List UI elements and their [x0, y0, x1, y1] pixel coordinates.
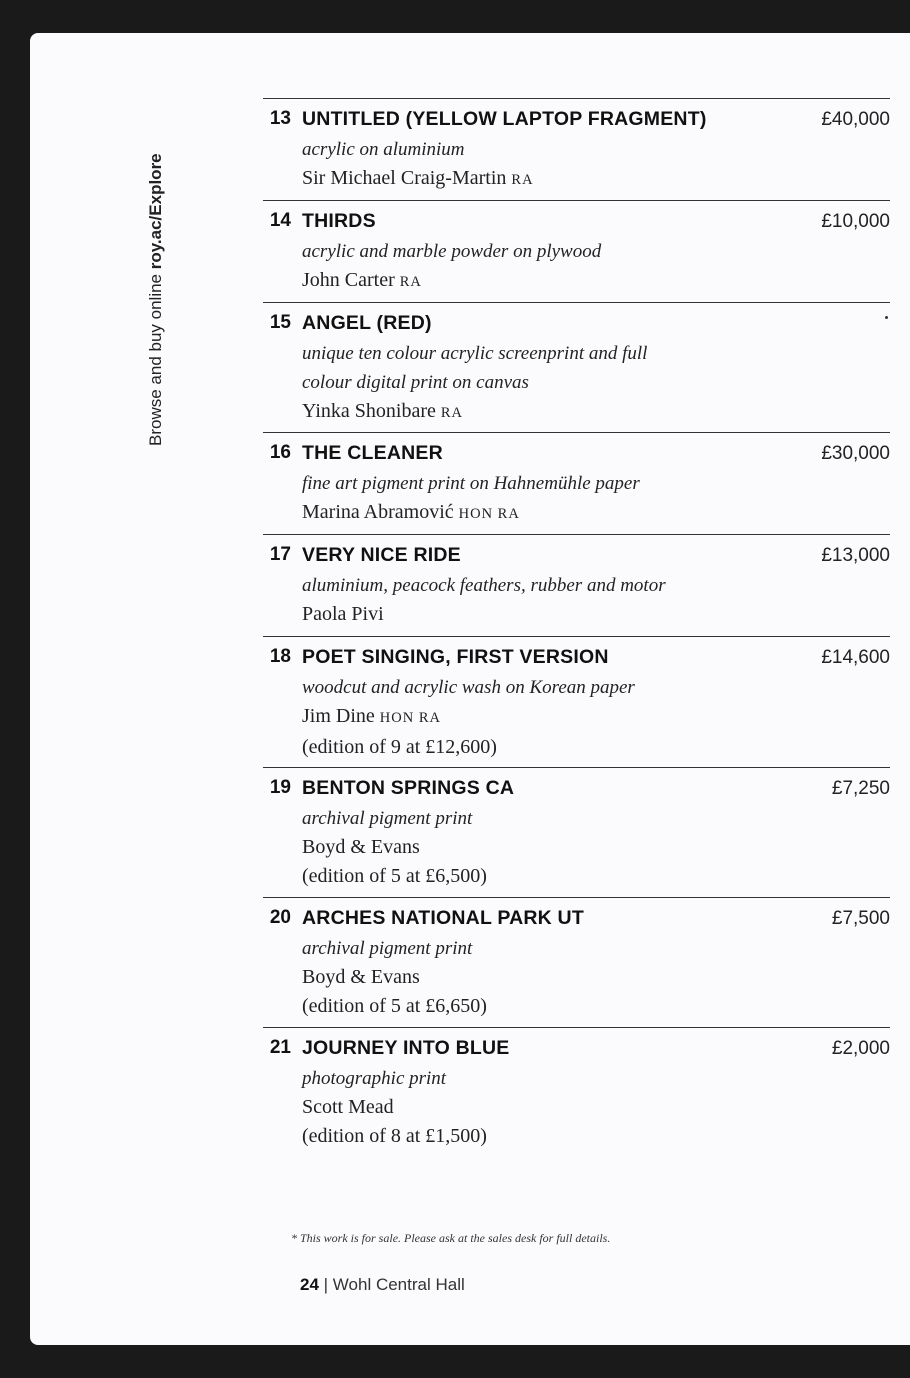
side-note-link[interactable]: roy.ac/Explore: [146, 153, 165, 270]
entry-medium: photographic print: [302, 1068, 447, 1089]
entry-number: 21: [269, 1037, 291, 1058]
side-note-prefix: Browse and buy online: [146, 269, 165, 446]
artist-name: Marina Abramović: [302, 501, 454, 523]
entry-14: [263, 200, 890, 297]
entry-medium: aluminium, peacock feathers, rubber and motor: [302, 575, 666, 596]
entry-price: £7,500: [831, 908, 890, 929]
footnote: * This work is for sale. Please ask at the sales desk for full details.: [291, 1231, 611, 1245]
artist-name: Boyd & Evans: [302, 966, 420, 988]
artist-name: Jim Dine: [302, 705, 375, 727]
entry-title: ANGEL (RED): [302, 312, 432, 334]
entry-title: JOURNEY INTO BLUE: [302, 1037, 510, 1059]
entry-price: £13,000: [821, 545, 890, 566]
entry-edition: (edition of 5 at £6,650): [302, 995, 487, 1017]
entry-price: £7,250: [831, 778, 890, 799]
entry-medium: unique ten colour acrylic screenprint and full colour digital print on canvas: [302, 343, 648, 393]
entry-20: [263, 897, 890, 1021]
entry-price: £30,000: [821, 443, 890, 464]
artist-name: John Carter: [302, 269, 395, 291]
entry-price: £40,000: [821, 109, 890, 130]
entry-price: £10,000: [821, 211, 890, 232]
entry-title: VERY NICE RIDE: [302, 544, 461, 566]
entry-number: 19: [269, 777, 291, 798]
section-name: Wohl Central Hall: [332, 1275, 465, 1294]
artist-suffix: HON RA: [458, 506, 520, 522]
entry-artist: [302, 1093, 890, 1122]
entry-edition: (edition of 5 at £6,500): [302, 865, 487, 887]
entry-19: [263, 767, 890, 891]
entry-medium: archival pigment print: [302, 938, 473, 959]
entry-medium: woodcut and acrylic wash on Korean paper: [302, 677, 635, 698]
artist-name: Scott Mead: [302, 1096, 394, 1118]
artist-name: Paola Pivi: [302, 603, 384, 625]
entry-15: [263, 302, 890, 428]
footer-separator: |: [318, 1275, 333, 1294]
entry-price: £2,000: [831, 1038, 890, 1059]
entry-artist: [302, 397, 890, 428]
entry-edition: (edition of 8 at £1,500): [302, 1125, 487, 1147]
entry-13: [263, 98, 890, 195]
entry-medium: archival pigment print: [302, 808, 473, 829]
entry-medium: acrylic on aluminium: [302, 139, 465, 160]
entry-edition: (edition of 9 at £12,600): [302, 736, 497, 758]
entry-artist: [302, 498, 890, 529]
entry-medium: acrylic and marble powder on plywood: [302, 241, 602, 262]
entry-artist: [302, 266, 890, 297]
entry-18: [263, 636, 890, 762]
side-note: [146, 153, 166, 446]
entry-title: THE CLEANER: [302, 442, 443, 464]
entry-number: 17: [269, 544, 291, 565]
artist-name: Boyd & Evans: [302, 836, 420, 858]
entry-21: [263, 1027, 890, 1151]
entry-medium: fine art pigment print on Hahnemühle paper: [302, 473, 640, 494]
entry-artist: [302, 164, 890, 195]
entry-number: 16: [269, 442, 291, 463]
entry-number: 18: [269, 646, 291, 667]
entry-title: THIRDS: [302, 210, 376, 232]
artist-suffix: RA: [440, 405, 464, 421]
entry-artist: [302, 833, 890, 862]
entry-title: POET SINGING, FIRST VERSION: [302, 646, 609, 668]
entry-number: 15: [269, 312, 291, 333]
artist-suffix: RA: [399, 274, 422, 290]
entry-artist: [302, 963, 890, 992]
entry-number: 20: [269, 907, 291, 928]
entry-title: ARCHES NATIONAL PARK UT: [302, 907, 584, 929]
entry-number: 13: [269, 108, 291, 129]
entry-16: [263, 432, 890, 529]
artist-name: Yinka Shonibare: [302, 400, 436, 422]
entry-17: [263, 534, 890, 629]
entry-title: BENTON SPRINGS CA: [302, 777, 515, 799]
artist-name: Sir Michael Craig-Martin: [302, 167, 507, 189]
entry-artist: [302, 600, 890, 629]
entry-price: £14,600: [821, 647, 890, 668]
entry-artist: [302, 702, 890, 733]
entry-title: UNTITLED (YELLOW LAPTOP FRAGMENT): [302, 108, 707, 130]
entry-number: 14: [269, 210, 291, 231]
page-footer: [300, 1275, 465, 1295]
artist-suffix: HON RA: [379, 710, 441, 726]
artist-suffix: RA: [511, 172, 534, 188]
page-number: 24: [300, 1275, 319, 1294]
